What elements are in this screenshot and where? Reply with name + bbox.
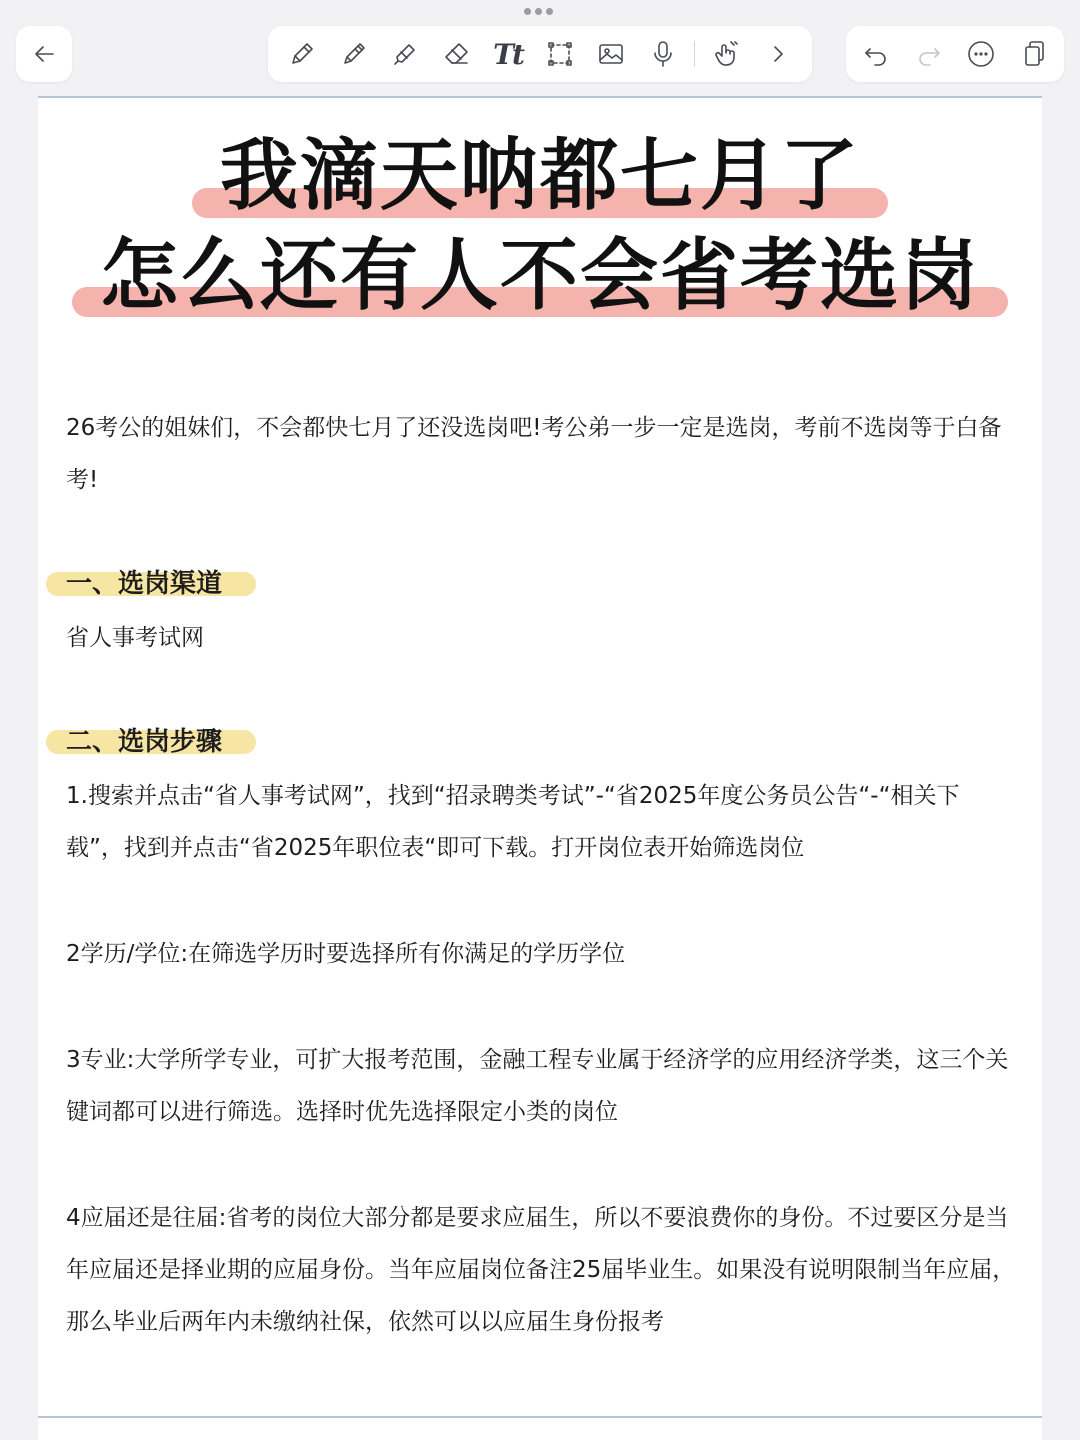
channel-text: 省人事考试网 xyxy=(66,625,204,651)
intro-paragraph: 26考公的姐妹们，不会都快七月了还没选岗吧!考公弟一步一定是选岗，考前不选岗等于白备考! xyxy=(66,415,1002,493)
copy-pages-icon[interactable] xyxy=(1014,34,1054,74)
hand-draw-icon[interactable] xyxy=(707,34,747,74)
page-divider xyxy=(38,1416,1042,1418)
step-3-text: 3专业:大学所学专业，可扩大报考范围，金融工程专业属于经济学的应用经济学类，这三个关键词都可以进行筛选。选择时优先选择限定小类的岗位 xyxy=(66,1047,1009,1125)
lasso-select-icon[interactable] xyxy=(540,34,580,74)
arrow-left-icon xyxy=(24,34,64,74)
section-heading-channels: 一、选岗渠道 xyxy=(46,572,256,598)
drawing-toolbar xyxy=(268,26,812,82)
back-button[interactable] xyxy=(16,26,72,82)
toolbar-divider xyxy=(694,41,695,67)
step-2-text: 2学历/学位:在筛选学历时要选择所有你满足的学历学位 xyxy=(66,941,626,967)
undo-icon[interactable] xyxy=(856,34,896,74)
document-actions xyxy=(846,26,1064,82)
title-line-1: 我滴天呐都七月了 xyxy=(220,130,860,224)
chevron-right-icon[interactable] xyxy=(758,34,798,74)
section-heading-steps: 二、选岗步骤 xyxy=(46,730,256,756)
pencil-icon[interactable] xyxy=(282,34,322,74)
step-4-text: 4应届还是往届:省考的岗位大部分都是要求应届生，所以不要浪费你的身份。不过要区分是当年应届还是择业期的应届身份。当年应届岗位备注25届毕业生。如果没有说明限制当年应届，那么毕业后两年内未缴纳社保，依然可以以应届生身份报考 xyxy=(66,1205,1016,1335)
window-drag-handle[interactable] xyxy=(524,8,553,15)
title-line-2: 怎么还有人不会省考选岗 xyxy=(100,230,980,324)
eraser-icon[interactable] xyxy=(437,34,477,74)
text-tool-icon[interactable]: Tt xyxy=(493,37,523,71)
microphone-icon[interactable] xyxy=(643,34,683,74)
highlighter-icon[interactable] xyxy=(385,34,425,74)
image-icon[interactable] xyxy=(591,34,631,74)
pen-icon[interactable] xyxy=(334,34,374,74)
page-title xyxy=(0,130,1080,323)
redo-icon[interactable] xyxy=(909,34,949,74)
more-icon[interactable] xyxy=(961,34,1001,74)
step-1-text: 1.搜索并点击“省人事考试网”，找到“招录聘类考试”-“省2025年度公务员公告“-“相关下载”，找到并点击“省2025年职位表“即可下载。打开岗位表开始筛选岗位 xyxy=(66,783,960,861)
